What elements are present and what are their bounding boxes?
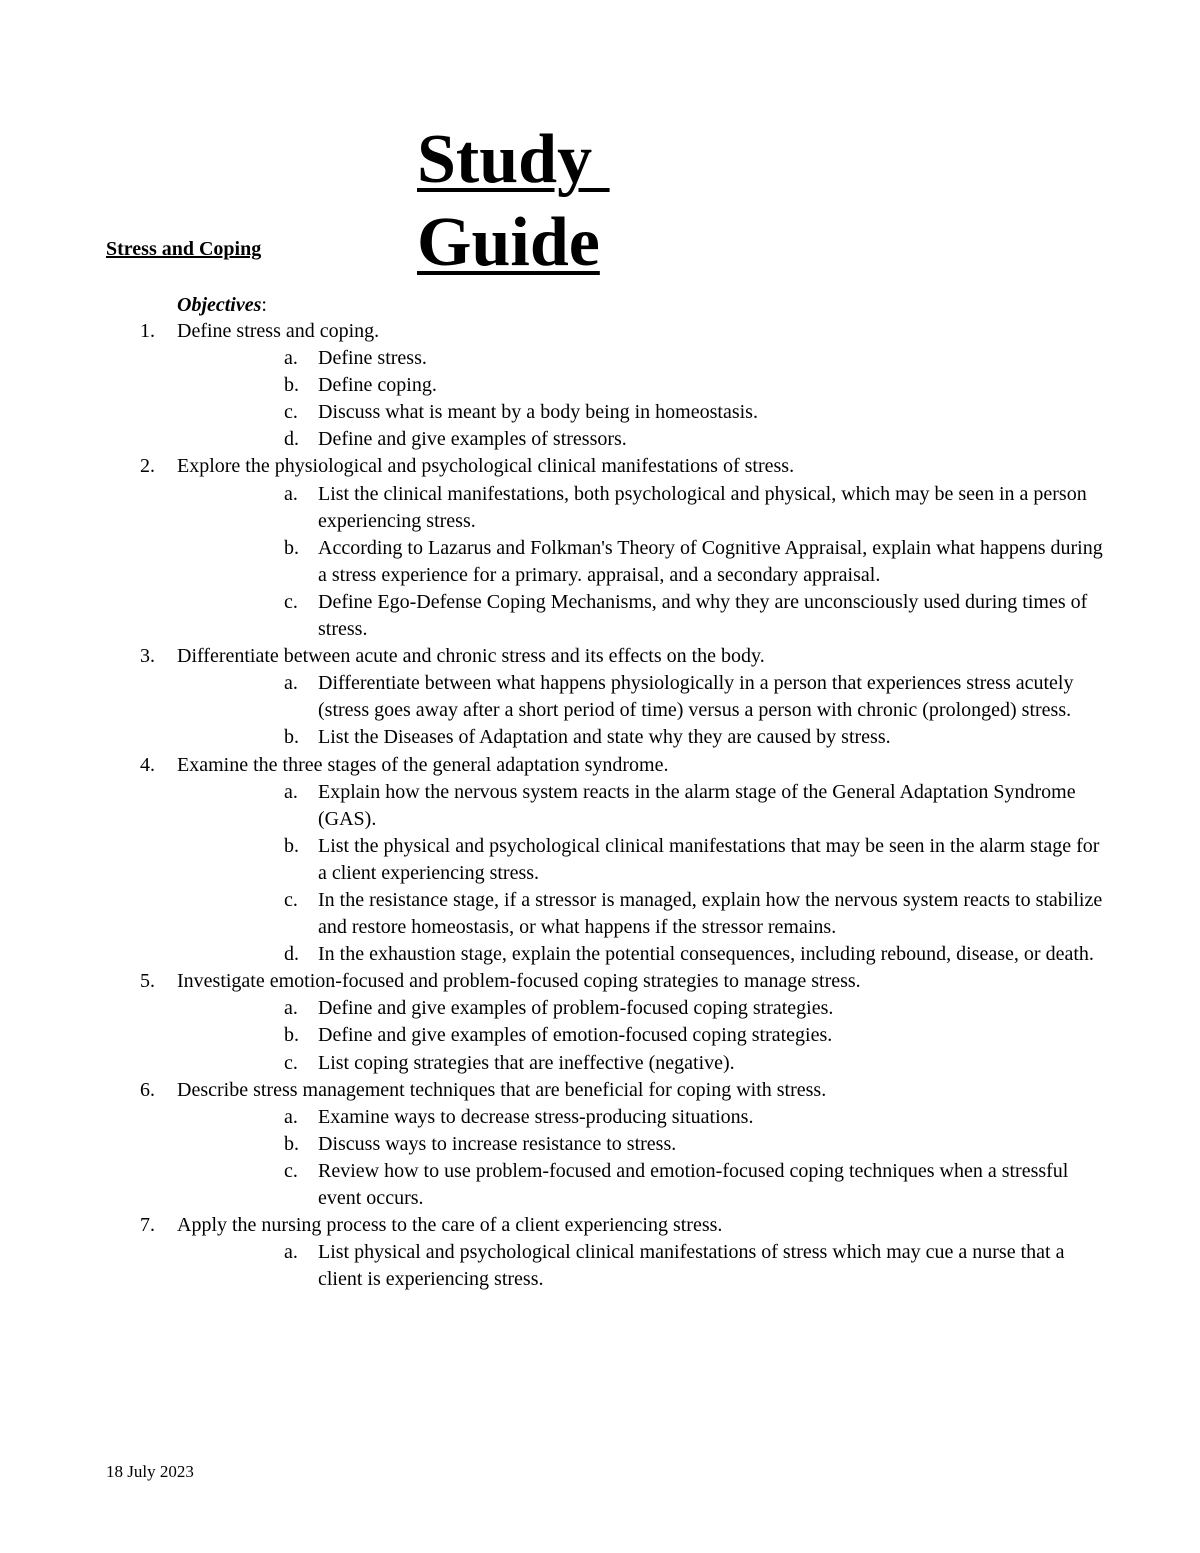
objective-text: Investigate emotion-focused and problem-focused coping strategies to manage stress. [177, 970, 861, 993]
objective-number: 4. [140, 753, 155, 776]
sub-objective-text: Discuss ways to increase resistance to stress. [318, 1132, 677, 1155]
sub-objective-item [0, 535, 1108, 589]
sub-objective-text: Define and give examples of stressors. [318, 428, 627, 451]
objective-text: Apply the nursing process to the care of a client experiencing stress. [177, 1214, 723, 1237]
objectives-colon: : [261, 294, 267, 316]
sub-objective-letter: a. [284, 780, 298, 803]
title-line-1: Study [417, 121, 610, 198]
sub-objective-letter: b. [284, 834, 299, 857]
title-line-2: Guide [417, 204, 600, 281]
sub-objective-item [0, 481, 1108, 535]
sub-objective-item [0, 1131, 1108, 1158]
sub-objective-letter: b. [284, 536, 299, 559]
sub-objective-item [0, 887, 1108, 941]
sub-objective-item [0, 1022, 1108, 1049]
sub-objective-text: Differentiate between what happens physiologically in a person that experiences stress acutely (stress goes away after a short period of time) versus a person with chronic (prolonged) stress. [318, 672, 1074, 722]
objective-item-1 [0, 318, 1097, 345]
objective-number: 7. [140, 1214, 155, 1237]
sub-objective-item [0, 670, 1108, 724]
sub-objective-text: List physical and psychological clinical manifestations of stress which may cue a nurse that a client is experiencing stress. [318, 1241, 1065, 1291]
sub-objective-text: List coping strategies that are ineffective (negative). [318, 1051, 735, 1074]
sub-objective-letter: a. [284, 482, 298, 505]
document-title [417, 118, 610, 284]
sub-objective-text: Review how to use problem-focused and emotion-focused coping techniques when a stressful event occurs. [318, 1159, 1069, 1209]
sub-objective-text: Explain how the nervous system reacts in the alarm stage of the General Adaptation Syndrome (GAS). [318, 780, 1076, 830]
objective-text: Describe stress management techniques that are beneficial for coping with stress. [177, 1078, 827, 1101]
objective-item-3 [0, 643, 1097, 670]
objective-item-6 [0, 1077, 1097, 1104]
sub-objective-item [0, 1158, 1108, 1212]
sub-objective-text: Define stress. [318, 347, 427, 370]
sub-objective-letter: c. [284, 590, 298, 613]
sub-objective-letter: b. [284, 1024, 299, 1047]
sub-objective-item [0, 779, 1108, 833]
objective-number: 5. [140, 970, 155, 993]
sub-objective-text: List the physical and psychological clinical manifestations that may be seen in the alarm stage for a client experiencing stress. [318, 834, 1100, 884]
objective-number: 2. [140, 455, 155, 478]
sub-objective-letter: d. [284, 428, 299, 451]
footer-date: 18 July 2023 [106, 1462, 194, 1481]
sub-objective-letter: b. [284, 726, 299, 749]
sub-objective-letter: b. [284, 374, 299, 397]
sub-objective-letter: c. [284, 1159, 298, 1182]
objective-item-4 [0, 752, 1097, 779]
objectives-label [177, 292, 267, 319]
objectives-list [0, 318, 1200, 1293]
sub-objective-item [0, 995, 1108, 1022]
sub-objective-letter: b. [284, 1132, 299, 1155]
objectives-label-text: Objectives [177, 294, 262, 316]
sub-objective-item [0, 589, 1108, 643]
sub-objective-item [0, 1050, 1108, 1077]
sub-objective-letter: a. [284, 1241, 298, 1264]
sub-objective-text: List the clinical manifestations, both psychological and physical, which may be seen in a person experiencing stress. [318, 482, 1087, 532]
sub-objective-item [0, 724, 1108, 751]
sub-objective-letter: c. [284, 1051, 298, 1074]
objective-text: Explore the physiological and psychological clinical manifestations of stress. [177, 455, 795, 478]
sub-objective-letter: a. [284, 347, 298, 370]
sub-objective-letter: a. [284, 997, 298, 1020]
sub-objective-text: Discuss what is meant by a body being in homeostasis. [318, 401, 758, 424]
sub-objective-item [0, 372, 1108, 399]
objective-item-7 [0, 1212, 1097, 1239]
objective-text: Examine the three stages of the general adaptation syndrome. [177, 753, 669, 776]
subject-heading: Stress and Coping [106, 238, 262, 260]
sub-objective-text: Define and give examples of problem-focused coping strategies. [318, 997, 834, 1020]
sub-objective-letter: a. [284, 672, 298, 695]
sub-objective-text: In the exhaustion stage, explain the potential consequences, including rebound, disease, or death. [318, 943, 1094, 966]
sub-objective-text: Examine ways to decrease stress-producing situations. [318, 1105, 754, 1128]
objective-number: 6. [140, 1078, 155, 1101]
objective-text: Differentiate between acute and chronic stress and its effects on the body. [177, 645, 765, 668]
sub-objective-item [0, 833, 1108, 887]
sub-objective-text: Define and give examples of emotion-focused coping strategies. [318, 1024, 833, 1047]
objective-item-5 [0, 968, 1097, 995]
objective-number: 3. [140, 645, 155, 668]
sub-objective-letter: c. [284, 401, 298, 424]
sub-objective-item [0, 426, 1108, 453]
sub-objective-item [0, 399, 1108, 426]
sub-objective-item [0, 1104, 1108, 1131]
objective-text: Define stress and coping. [177, 320, 380, 342]
sub-objective-letter: c. [284, 888, 298, 911]
sub-objective-item [0, 1239, 1108, 1293]
objective-number: 1. [140, 320, 155, 342]
sub-objective-text: Define Ego-Defense Coping Mechanisms, and why they are unconsciously used during times of stress. [318, 590, 1088, 641]
sub-objective-letter: d. [284, 943, 299, 966]
sub-objective-item [0, 345, 1108, 372]
sub-objective-text: According to Lazarus and Folkman's Theory of Cognitive Appraisal, explain what happens during a stress experience for a primary. appraisal, and a secondary appraisal. [318, 536, 1103, 586]
sub-objective-letter: a. [284, 1105, 298, 1128]
sub-objective-item [0, 941, 1108, 968]
sub-objective-text: In the resistance stage, if a stressor is managed, explain how the nervous system reacts to stabilize and restore homeostasis, or what happens if the stressor remains. [318, 888, 1103, 939]
sub-objective-text: List the Diseases of Adaptation and state why they are caused by stress. [318, 726, 891, 749]
objective-item-2 [0, 453, 1097, 480]
sub-objective-text: Define coping. [318, 374, 437, 397]
